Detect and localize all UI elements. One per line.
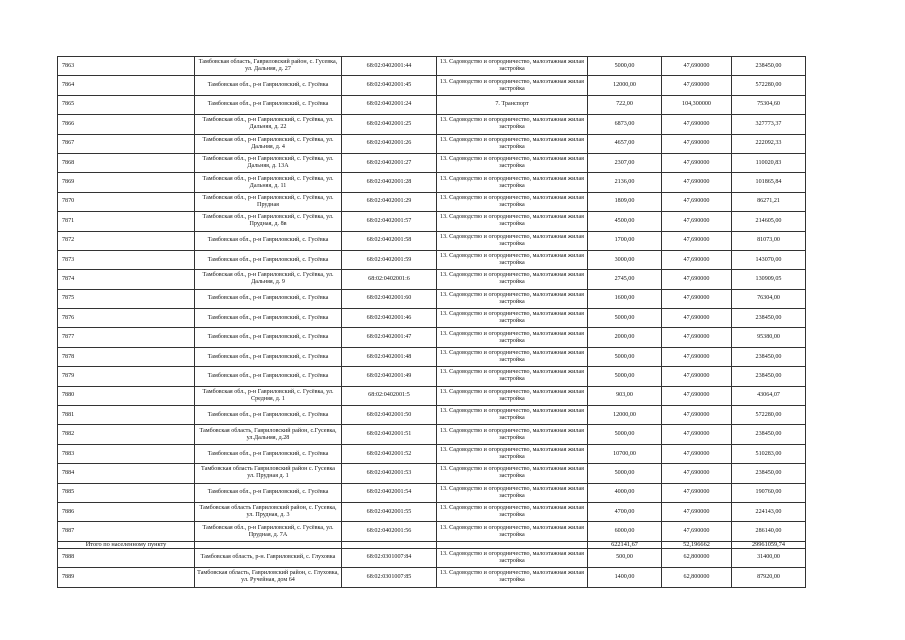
specific-value-cell: 47,690000: [662, 502, 732, 521]
cadastral-value-cell: 572280,00: [732, 406, 806, 425]
cadastral-number-cell: 68:02:0402001:53: [342, 464, 437, 483]
specific-value-cell: 47,690000: [662, 134, 732, 153]
specific-value-cell: 47,690000: [662, 212, 732, 231]
table-row: [58, 212, 806, 231]
table-row: [58, 483, 806, 502]
specific-value-cell: 47,690000: [662, 289, 732, 308]
land-use-cell: 13. Садоводство и огородничество, малоэтажная жилая застройка: [437, 153, 588, 172]
cadastral-value-table: [57, 56, 806, 588]
address-cell: Тамбовская обл., р-н Гавриловский, с. Гусёвка: [195, 444, 342, 463]
address-cell: Тамбовская обл., р-н Гавриловский, с. Гусёвка: [195, 347, 342, 366]
area-cell: 500,00: [588, 548, 662, 567]
specific-value-cell: 47,690000: [662, 250, 732, 269]
row-number-cell: 7871: [58, 212, 195, 231]
cadastral-number-cell: 68:02:0402001:60: [342, 289, 437, 308]
subtotal-empty-use: [437, 541, 588, 548]
row-number-cell: 7868: [58, 153, 195, 172]
row-number-cell: 7872: [58, 231, 195, 250]
cadastral-number-cell: 68:02:0402001:24: [342, 95, 437, 114]
specific-value-cell: 47,690000: [662, 522, 732, 541]
cadastral-number-cell: 68:02:0402001:28: [342, 173, 437, 192]
row-number-cell: 7887: [58, 522, 195, 541]
cadastral-number-cell: 68:02:0402001:45: [342, 76, 437, 95]
specific-value-cell: 47,690000: [662, 270, 732, 289]
land-use-cell: 13. Садоводство и огородничество, малоэтажная жилая застройка: [437, 328, 588, 347]
address-cell: Тамбовская обл., р-н Гавриловский, с. Гусёвка: [195, 483, 342, 502]
table-row: [58, 328, 806, 347]
land-use-cell: 13. Садоводство и огородничество, малоэтажная жилая застройка: [437, 406, 588, 425]
cadastral-value-cell: 238450,00: [732, 57, 806, 76]
cadastral-value-cell: 190760,00: [732, 483, 806, 502]
address-cell: Тамбовская область, Гавриловский район, с. Гусевка, ул. Дальняя, д. 27: [195, 57, 342, 76]
land-use-cell: 13. Садоводство и огородничество, малоэтажная жилая застройка: [437, 483, 588, 502]
address-cell: Тамбовская обл., р-н Гавриловский, с. Гусёвка, ул. Прудная, д. 8в: [195, 212, 342, 231]
table-row: [58, 464, 806, 483]
specific-value-cell: 47,690000: [662, 115, 732, 134]
subtotal-label: Итого по населенному пункту: [58, 541, 195, 548]
specific-value-cell: 47,690000: [662, 386, 732, 405]
cadastral-number-cell: 68:02:0402001:48: [342, 347, 437, 366]
land-use-cell: 13. Садоводство и огородничество, малоэтажная жилая застройка: [437, 548, 588, 567]
area-cell: 4700,00: [588, 502, 662, 521]
area-cell: 4500,00: [588, 212, 662, 231]
address-cell: Тамбовская обл., р-н Гавриловский, с. Гусёвка, ул. Дальняя, д. 22: [195, 115, 342, 134]
table-row: [58, 425, 806, 444]
cadastral-number-cell: 68:02:0402001:50: [342, 406, 437, 425]
specific-value-cell: 47,690000: [662, 347, 732, 366]
cadastral-number-cell: 68:02:0402001:5: [342, 386, 437, 405]
cadastral-value-cell: 510283,00: [732, 444, 806, 463]
cadastral-value-cell: 238450,00: [732, 425, 806, 444]
table-row: [58, 270, 806, 289]
row-number-cell: 7863: [58, 57, 195, 76]
table-row: [58, 367, 806, 386]
table-row: [58, 568, 806, 587]
cadastral-number-cell: 68:02:0301007:85: [342, 568, 437, 587]
land-use-cell: 13. Садоводство и огородничество, малоэтажная жилая застройка: [437, 212, 588, 231]
land-use-cell: 13. Садоводство и огородничество, малоэтажная жилая застройка: [437, 386, 588, 405]
table-row: [58, 386, 806, 405]
table-row: [58, 115, 806, 134]
row-number-cell: 7864: [58, 76, 195, 95]
subtotal-empty-address: [195, 541, 342, 548]
cadastral-value-cell: 572280,00: [732, 76, 806, 95]
row-number-cell: 7879: [58, 367, 195, 386]
cadastral-value-cell: 286140,00: [732, 522, 806, 541]
cadastral-value-cell: 238450,00: [732, 367, 806, 386]
area-cell: 4657,00: [588, 134, 662, 153]
table-row: [58, 347, 806, 366]
area-cell: 5000,00: [588, 309, 662, 328]
row-number-cell: 7886: [58, 502, 195, 521]
specific-value-cell: 47,690000: [662, 57, 732, 76]
cadastral-value-cell: 76304,00: [732, 289, 806, 308]
cadastral-value-cell: 238450,00: [732, 464, 806, 483]
specific-value-cell: 47,690000: [662, 425, 732, 444]
row-number-cell: 7867: [58, 134, 195, 153]
cadastral-value-cell: 224143,00: [732, 502, 806, 521]
address-cell: Тамбовская обл., р-н Гавриловский, с. Гусёвка, ул. Средняя, д. 1: [195, 386, 342, 405]
specific-value-cell: 47,690000: [662, 367, 732, 386]
row-number-cell: 7870: [58, 192, 195, 211]
area-cell: 1809,00: [588, 192, 662, 211]
row-number-cell: 7881: [58, 406, 195, 425]
cadastral-value-cell: 75304,60: [732, 95, 806, 114]
area-cell: 1700,00: [588, 231, 662, 250]
cadastral-value-cell: 222092,33: [732, 134, 806, 153]
subtotal-value: 29961059,74: [732, 541, 806, 548]
land-use-cell: 13. Садоводство и огородничество, малоэтажная жилая застройка: [437, 502, 588, 521]
address-cell: Тамбовская область Гавриловский район с. Гусевка ул. Прудная д. 1: [195, 464, 342, 483]
cadastral-value-cell: 81073,00: [732, 231, 806, 250]
specific-value-cell: 62,800000: [662, 568, 732, 587]
address-cell: Тамбовская область, р-н. Гавриловский, с. Глуховка: [195, 548, 342, 567]
cadastral-value-cell: 95380,00: [732, 328, 806, 347]
land-use-cell: 13. Садоводство и огородничество, малоэтажная жилая застройка: [437, 115, 588, 134]
row-number-cell: 7884: [58, 464, 195, 483]
cadastral-number-cell: 68:02:0402001:57: [342, 212, 437, 231]
table-row: [58, 548, 806, 567]
area-cell: 3000,00: [588, 250, 662, 269]
table-row: [58, 192, 806, 211]
area-cell: 12000,00: [588, 76, 662, 95]
table-row: [58, 231, 806, 250]
address-cell: Тамбовская область Гавриловский район, с. Гусевка, ул. Прудная, д. 3: [195, 502, 342, 521]
specific-value-cell: 47,690000: [662, 173, 732, 192]
area-cell: 2000,00: [588, 328, 662, 347]
address-cell: Тамбовская обл., р-н Гавриловский, с. Гусёвка, ул. Дальняя, д. 11: [195, 173, 342, 192]
row-number-cell: 7878: [58, 347, 195, 366]
specific-value-cell: 47,690000: [662, 406, 732, 425]
row-number-cell: 7877: [58, 328, 195, 347]
area-cell: 6873,00: [588, 115, 662, 134]
cadastral-number-cell: 68:02:0402001:47: [342, 328, 437, 347]
row-number-cell: 7865: [58, 95, 195, 114]
land-use-cell: 13. Садоводство и огородничество, малоэтажная жилая застройка: [437, 76, 588, 95]
area-cell: 1600,00: [588, 289, 662, 308]
specific-value-cell: 47,690000: [662, 192, 732, 211]
area-cell: 12000,00: [588, 406, 662, 425]
cadastral-value-cell: 86271,21: [732, 192, 806, 211]
cadastral-number-cell: 68:02:0402001:51: [342, 425, 437, 444]
land-use-cell: 13. Садоводство и огородничество, малоэтажная жилая застройка: [437, 347, 588, 366]
cadastral-value-cell: 43064,07: [732, 386, 806, 405]
address-cell: Тамбовская обл., р-н Гавриловский, с. Гусёвка: [195, 231, 342, 250]
area-cell: 4000,00: [588, 483, 662, 502]
row-number-cell: 7875: [58, 289, 195, 308]
land-use-cell: 13. Садоводство и огородничество, малоэтажная жилая застройка: [437, 231, 588, 250]
address-cell: Тамбовская обл., р-н Гавриловский, с. Гусёвка: [195, 95, 342, 114]
specific-value-cell: 47,690000: [662, 464, 732, 483]
specific-value-cell: 62,800000: [662, 548, 732, 567]
address-cell: Тамбовская обл., р-н Гавриловский, с. Гусёвка, ул. Дальняя, д. 9: [195, 270, 342, 289]
table-row: [58, 173, 806, 192]
area-cell: 5000,00: [588, 464, 662, 483]
cadastral-number-cell: 68:02:0402001:49: [342, 367, 437, 386]
land-use-cell: 13. Садоводство и огородничество, малоэтажная жилая застройка: [437, 309, 588, 328]
cadastral-number-cell: 68:02:0402001:55: [342, 502, 437, 521]
land-use-cell: 13. Садоводство и огородничество, малоэтажная жилая застройка: [437, 192, 588, 211]
table-row: [58, 95, 806, 114]
area-cell: 903,00: [588, 386, 662, 405]
table-row: [58, 406, 806, 425]
area-cell: 1400,00: [588, 568, 662, 587]
specific-value-cell: 47,690000: [662, 231, 732, 250]
land-use-cell: 13. Садоводство и огородничество, малоэтажная жилая застройка: [437, 270, 588, 289]
cadastral-value-cell: 110020,83: [732, 153, 806, 172]
cadastral-number-cell: 68:02:0402001:44: [342, 57, 437, 76]
table-row: [58, 309, 806, 328]
row-number-cell: 7880: [58, 386, 195, 405]
table-row: [58, 250, 806, 269]
cadastral-value-cell: 31400,00: [732, 548, 806, 567]
cadastral-value-cell: 214605,00: [732, 212, 806, 231]
land-use-cell: 13. Садоводство и огородничество, малоэтажная жилая застройка: [437, 134, 588, 153]
land-use-cell: 13. Садоводство и огородничество, малоэтажная жилая застройка: [437, 289, 588, 308]
land-use-cell: 13. Садоводство и огородничество, малоэтажная жилая застройка: [437, 568, 588, 587]
address-cell: Тамбовская обл., р-н Гавриловский, с. Гусёвка: [195, 367, 342, 386]
address-cell: Тамбовская обл., р-н Гавриловский, с. Гусёвка, ул. Прудная: [195, 192, 342, 211]
subtotal-rate: 52,196662: [662, 541, 732, 548]
row-number-cell: 7885: [58, 483, 195, 502]
cadastral-value-cell: 238450,00: [732, 347, 806, 366]
address-cell: Тамбовская область, Гавриловский район, с.Гусевка, ул.Дальняя, д.28: [195, 425, 342, 444]
cadastral-number-cell: 68:02:0402001:59: [342, 250, 437, 269]
area-cell: 6000,00: [588, 522, 662, 541]
row-number-cell: 7888: [58, 548, 195, 567]
address-cell: Тамбовская обл., р-н Гавриловский, с. Гусёвка: [195, 289, 342, 308]
address-cell: Тамбовская обл., р-н Гавриловский, с. Гусёвка, ул. Дальняя, д. 4: [195, 134, 342, 153]
cadastral-value-cell: 87920,00: [732, 568, 806, 587]
row-number-cell: 7889: [58, 568, 195, 587]
land-use-cell: 13. Садоводство и огородничество, малоэтажная жилая застройка: [437, 250, 588, 269]
cadastral-number-cell: 68:02:0402001:26: [342, 134, 437, 153]
land-use-cell: 7. Транспорт: [437, 95, 588, 114]
area-cell: 10700,00: [588, 444, 662, 463]
area-cell: 5000,00: [588, 425, 662, 444]
table-row: [58, 153, 806, 172]
area-cell: 722,00: [588, 95, 662, 114]
table-row: [58, 134, 806, 153]
row-number-cell: 7882: [58, 425, 195, 444]
land-use-cell: 13. Садоводство и огородничество, малоэтажная жилая застройка: [437, 464, 588, 483]
cadastral-value-cell: 101865,84: [732, 173, 806, 192]
specific-value-cell: 47,690000: [662, 444, 732, 463]
land-use-cell: 13. Садоводство и огородничество, малоэтажная жилая застройка: [437, 57, 588, 76]
cadastral-number-cell: 68:02:0402001:56: [342, 522, 437, 541]
cadastral-value-cell: 143070,00: [732, 250, 806, 269]
cadastral-value-cell: 238450,00: [732, 309, 806, 328]
table-row: [58, 57, 806, 76]
cadastral-value-cell: 327773,37: [732, 115, 806, 134]
area-cell: 5000,00: [588, 347, 662, 366]
land-use-cell: 13. Садоводство и огородничество, малоэтажная жилая застройка: [437, 425, 588, 444]
subtotal-row: [58, 541, 806, 548]
land-use-cell: 13. Садоводство и огородничество, малоэтажная жилая застройка: [437, 173, 588, 192]
row-number-cell: 7869: [58, 173, 195, 192]
area-cell: 5000,00: [588, 367, 662, 386]
land-use-cell: 13. Садоводство и огородничество, малоэтажная жилая застройка: [437, 367, 588, 386]
cadastral-value-cell: 130909,05: [732, 270, 806, 289]
subtotal-empty-cadastral: [342, 541, 437, 548]
specific-value-cell: 47,690000: [662, 153, 732, 172]
cadastral-number-cell: 68:02:0402001:29: [342, 192, 437, 211]
area-cell: 2745,00: [588, 270, 662, 289]
cadastral-number-cell: 68:02:0402001:52: [342, 444, 437, 463]
cadastral-number-cell: 68:02:0301007:84: [342, 548, 437, 567]
specific-value-cell: 104,300000: [662, 95, 732, 114]
area-cell: 5000,00: [588, 57, 662, 76]
cadastral-number-cell: 68:02:0402001:27: [342, 153, 437, 172]
cadastral-number-cell: 68:02:0402001:54: [342, 483, 437, 502]
row-number-cell: 7873: [58, 250, 195, 269]
address-cell: Тамбовская обл., р-н Гавриловский, с. Гусёвка: [195, 250, 342, 269]
specific-value-cell: 47,690000: [662, 483, 732, 502]
table-row: [58, 76, 806, 95]
land-use-cell: 13. Садоводство и огородничество, малоэтажная жилая застройка: [437, 522, 588, 541]
row-number-cell: 7866: [58, 115, 195, 134]
land-use-cell: 13. Садоводство и огородничество, малоэтажная жилая застройка: [437, 444, 588, 463]
address-cell: Тамбовская обл., р-н Гавриловский, с. Гусёвка: [195, 309, 342, 328]
table-row: [58, 502, 806, 521]
cadastral-number-cell: 68:02:0402001:6: [342, 270, 437, 289]
area-cell: 2136,00: [588, 173, 662, 192]
table-row: [58, 444, 806, 463]
address-cell: Тамбовская область, Гавриловский район, с. Глуховка, ул. Ручейная, дом 64: [195, 568, 342, 587]
area-cell: 2307,00: [588, 153, 662, 172]
subtotal-area: 622141,67: [588, 541, 662, 548]
address-cell: Тамбовская обл., р-н Гавриловский, с. Гусёвка, ул. Прудная, д. 7А: [195, 522, 342, 541]
specific-value-cell: 47,690000: [662, 76, 732, 95]
table-row: [58, 522, 806, 541]
table-row: [58, 289, 806, 308]
row-number-cell: 7876: [58, 309, 195, 328]
address-cell: Тамбовская обл., р-н Гавриловский, с. Гусёвка: [195, 406, 342, 425]
cadastral-number-cell: 68:02:0402001:46: [342, 309, 437, 328]
address-cell: Тамбовская обл., р-н Гавриловский, с. Гусёвка: [195, 328, 342, 347]
address-cell: Тамбовская обл., р-н Гавриловский, с. Гусёвка: [195, 76, 342, 95]
row-number-cell: 7883: [58, 444, 195, 463]
cadastral-number-cell: 68:02:0402001:58: [342, 231, 437, 250]
specific-value-cell: 47,690000: [662, 309, 732, 328]
specific-value-cell: 47,690000: [662, 328, 732, 347]
address-cell: Тамбовская обл., р-н Гавриловский, с. Гусёвка, ул. Дальняя, д. 13А: [195, 153, 342, 172]
cadastral-number-cell: 68:02:0402001:25: [342, 115, 437, 134]
row-number-cell: 7874: [58, 270, 195, 289]
